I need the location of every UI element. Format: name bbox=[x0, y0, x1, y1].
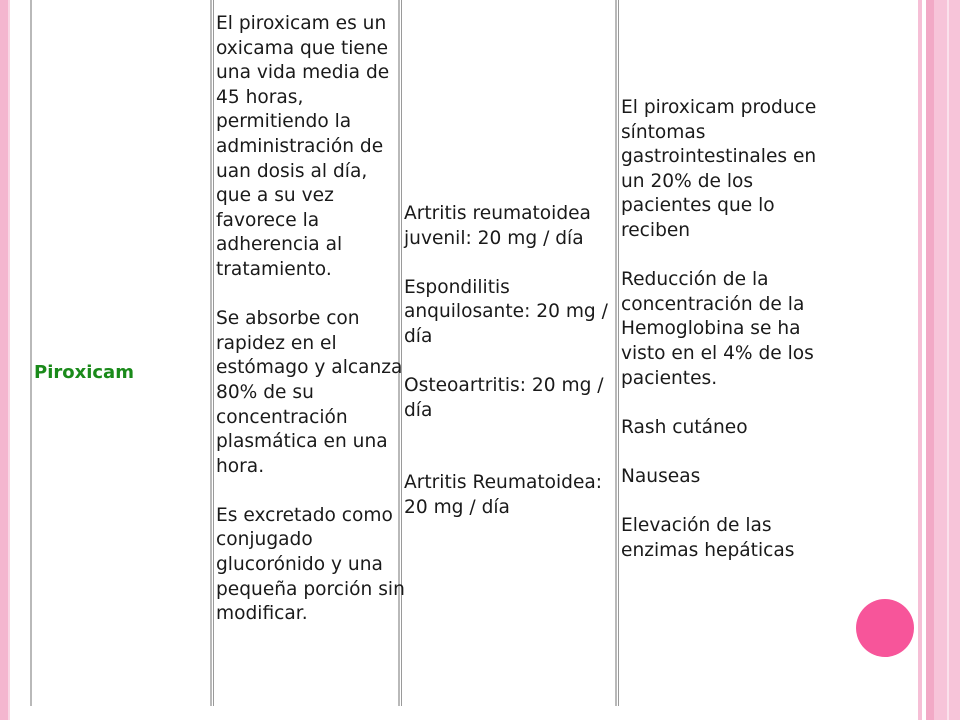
indication-item: Espondilitis anquilosante: 20 mg / día bbox=[404, 276, 608, 347]
adverse-effect-item: El piroxicam produce síntomas gastrointestinales en un 20% de los pacientes que lo reciben bbox=[621, 97, 817, 241]
right-border-stripe bbox=[918, 0, 922, 720]
adverse-effect-item: Elevación de las enzimas hepáticas bbox=[621, 515, 795, 561]
table-border-left bbox=[30, 0, 32, 706]
indications-cell bbox=[404, 202, 618, 521]
indication-item: Osteoartritis: 20 mg / día bbox=[404, 375, 604, 421]
adverse-effect-item: Rash cutáneo bbox=[621, 416, 748, 438]
left-border-stripe bbox=[0, 0, 8, 720]
left-border-stripe-light bbox=[8, 0, 10, 720]
description-paragraph: Se absorbe con rapidez en el estómago y alcanza 80% de su concentración plasmática en una hora. bbox=[216, 308, 403, 477]
description-paragraph: El piroxicam es un oxicama que tiene una vida media de 45 horas, permitiendo la administración de uan dosis al día, que a su vez favorece la adherencia al tratamiento. bbox=[216, 13, 390, 280]
right-border-stripe-dark bbox=[926, 0, 934, 720]
right-border-highlight bbox=[947, 0, 949, 720]
description-paragraph: Es excretado como conjugado glucorónido y una pequeña porción sin modificar. bbox=[216, 504, 405, 625]
adverse-effects-cell bbox=[621, 96, 821, 563]
column-divider-3b bbox=[618, 0, 619, 706]
indication-item: Artritis Reumatoidea: 20 mg / día bbox=[404, 472, 603, 518]
column-divider-1b bbox=[213, 0, 214, 706]
adverse-effect-item: Nauseas bbox=[621, 465, 701, 487]
description-cell bbox=[216, 12, 406, 627]
indication-item: Artritis reumatoidea juvenil: 20 mg / día bbox=[404, 203, 591, 249]
decorative-circle bbox=[856, 599, 914, 657]
column-divider-1 bbox=[210, 0, 212, 706]
drug-name-cell: Piroxicam bbox=[34, 362, 134, 383]
adverse-effect-item: Reducción de la concentración de la Hemoglobina se ha visto en el 4% de los pacientes. bbox=[621, 269, 814, 389]
